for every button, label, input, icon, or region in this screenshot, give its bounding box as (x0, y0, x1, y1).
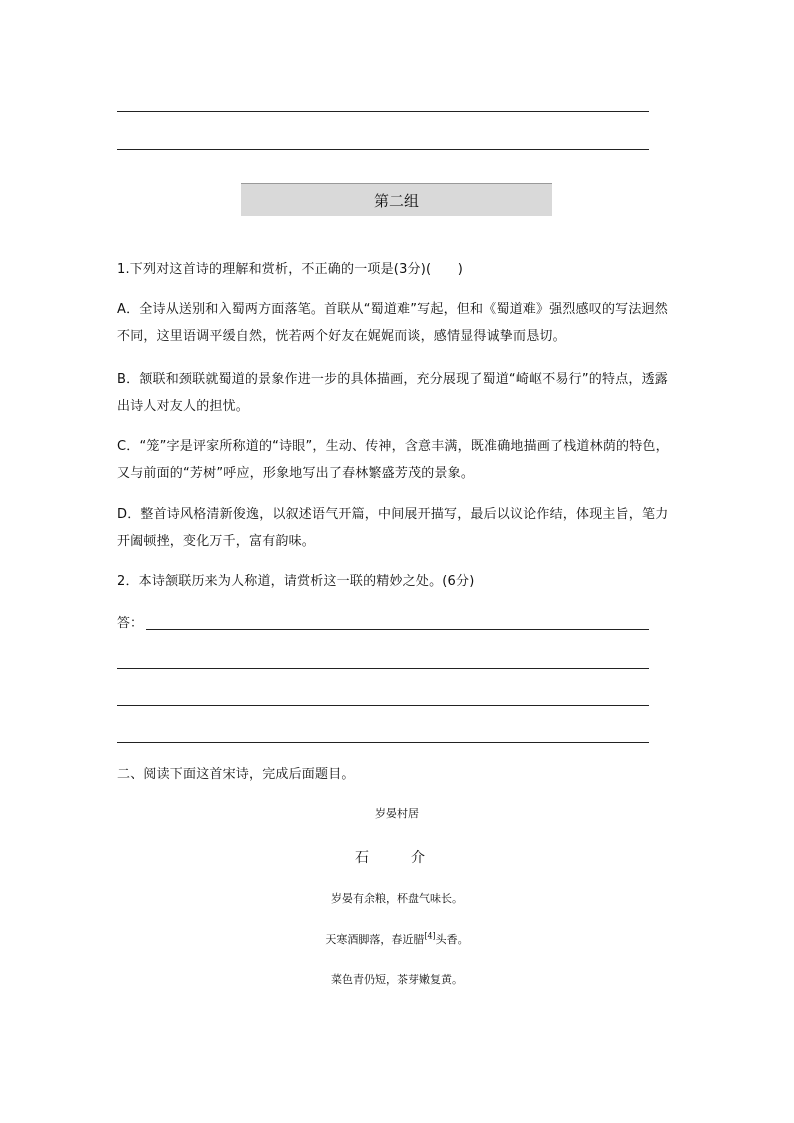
answer-line (117, 149, 649, 150)
footnote-marker: [4] (424, 931, 436, 941)
poem-title: 岁晏村居 (375, 807, 419, 820)
answer-label: 答： (117, 616, 144, 631)
poem-line-2 (0, 931, 794, 947)
question-1: 1.下列对这首诗的理解和赏析，不正确的一项是(3分)( ) (117, 262, 463, 277)
option-a: A．全诗从送别和入蜀两方面落笔。首联从“蜀道难”写起，但和《蜀道难》强烈感叹的写法迥然不同，这里语调平缓自然，恍若两个好友在娓娓而谈，感情显得诚挚而恳切。 (117, 302, 668, 344)
section-header (241, 183, 552, 216)
option-d: D．整首诗风格清新俊逸，以叙述语气开篇，中间展开描写，最后以议论作结，体现主旨，笔力开阖顿挫，变化万千，富有韵味。 (117, 507, 669, 549)
poem-line-text: 天寒酒脚落，春近腊 (325, 933, 425, 946)
answer-line[interactable] (117, 705, 649, 706)
part2-instruction: 二、阅读下面这首宋诗，完成后面题目。 (117, 767, 355, 782)
option-c: C．“笼”字是评家所称道的“诗眼”，生动、传神，含意丰满，既准确地描画了栈道林荫的特色，又与前面的“芳树”呼应，形象地写出了春林繁盛芳茂的景象。 (117, 439, 669, 481)
poem-line-3: 菜色青仍短，茶芽嫩复黄。 (331, 973, 463, 986)
question-2: 2．本诗颔联历来为人称道，请赏析这一联的精妙之处。(6分) (117, 574, 475, 589)
answer-line[interactable] (117, 742, 649, 743)
section-title: 第二组 (373, 191, 419, 210)
poem-author: 石 介 (355, 850, 439, 866)
option-b: B．颔联和颈联就蜀道的景象作进一步的具体描画，充分展现了蜀道“崎岖不易行”的特点，透露出诗人对友人的担忧。 (117, 372, 668, 414)
poem-line-1: 岁晏有余粮，杯盘气味长。 (331, 892, 463, 905)
poem-line-text: 头香。 (435, 933, 469, 946)
answer-line (117, 111, 649, 112)
answer-line[interactable] (117, 668, 649, 669)
answer-line[interactable] (146, 629, 649, 630)
